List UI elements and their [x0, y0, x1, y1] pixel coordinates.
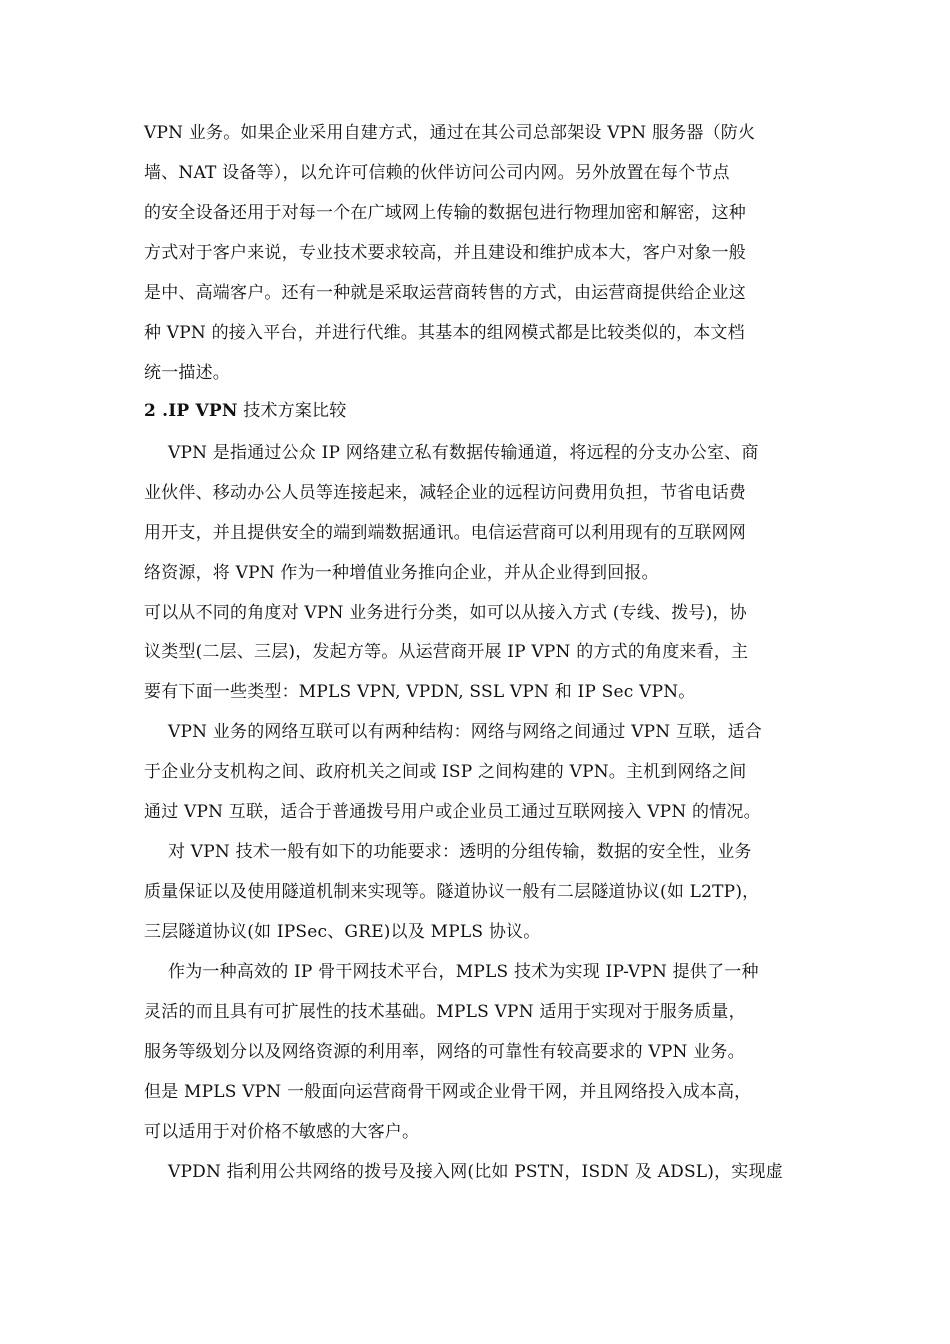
- text-line: 种 VPN 的接入平台，并进行代维。其基本的组网模式都是比较类似的，本文档: [144, 323, 745, 343]
- text-line: 通过 VPN 互联，适合于普通拨号用户或企业员工通过互联网接入 VPN 的情况。: [144, 802, 761, 822]
- paragraph-first-line: 作为一种高效的 IP 骨干网技术平台，MPLS 技术为实现 IP-VPN 提供了一种: [168, 962, 759, 982]
- text-line: 可以从不同的角度对 VPN 业务进行分类，如可以从接入方式 (专线、拨号)，协: [144, 603, 747, 623]
- text-line: 但是 MPLS VPN 一般面向运营商骨干网或企业骨干网，并且网络投入成本高，: [144, 1082, 752, 1102]
- text-line: 服务等级划分以及网络资源的利用率，网络的可靠性有较高要求的 VPN 业务。: [144, 1042, 745, 1062]
- text-line: 质量保证以及使用隧道机制来实现等。隧道协议一般有二层隧道协议(如 L2TP)，: [144, 882, 760, 902]
- text-line: 三层隧道协议(如 IPSec、GRE)以及 MPLS 协议。: [144, 922, 541, 942]
- paragraph-first-line: VPDN 指利用公共网络的拨号及接入网(比如 PSTN，ISDN 及 ADSL)，实现虚: [168, 1162, 783, 1182]
- text-line: 议类型(二层、三层)，发起方等。从运营商开展 IP VPN 的方式的角度来看，主: [144, 642, 749, 662]
- text-line: 灵活的而且具有可扩展性的技术基础。MPLS VPN 适用于实现对于服务质量，: [144, 1002, 746, 1022]
- section-heading-number: 2 .IP VPN: [144, 401, 238, 421]
- paragraph-first-line: 对 VPN 技术一般有如下的功能要求：透明的分组传输，数据的安全性，业务: [168, 842, 752, 862]
- text-line: 是中、高端客户。还有一种就是采取运营商转售的方式，由运营商提供给企业这: [144, 283, 746, 303]
- text-line: 用开支，并且提供安全的端到端数据通讯。电信运营商可以利用现有的互联网网: [144, 523, 746, 543]
- text-line: 方式对于客户来说，专业技术要求较高，并且建设和维护成本大，客户对象一般: [144, 243, 746, 263]
- text-line: 于企业分支机构之间、政府机关之间或 ISP 之间构建的 VPN。主机到网络之间: [144, 762, 747, 782]
- text-line: 业伙伴、移动办公人员等连接起来，减轻企业的远程访问费用负担，节省电话费: [144, 483, 746, 503]
- paragraph-first-line: VPN 是指通过公众 IP 网络建立私有数据传输通道，将远程的分支办公室、商: [168, 443, 759, 463]
- section-heading-title: 技术方案比较: [237, 401, 347, 421]
- paragraph-first-line: VPN 业务的网络互联可以有两种结构：网络与网络之间通过 VPN 互联，适合: [168, 722, 762, 742]
- text-line: 络资源，将 VPN 作为一种增值业务推向企业，并从企业得到回报。: [144, 563, 659, 583]
- text-line: 统一描述。: [144, 363, 230, 383]
- text-line: 的安全设备还用于对每一个在广域网上传输的数据包进行物理加密和解密，这种: [144, 203, 746, 223]
- section-heading: [144, 400, 346, 422]
- text-line: VPN 业务。如果企业采用自建方式，通过在其公司总部架设 VPN 服务器（防火: [144, 123, 756, 143]
- text-line: 墙、NAT 设备等），以允许可信赖的伙伴访问公司内网。另外放置在每个节点: [144, 163, 730, 183]
- text-line: 可以适用于对价格不敏感的大客户。: [144, 1122, 420, 1142]
- text-line: 要有下面一些类型：MPLS VPN, VPDN, SSL VPN 和 IP Sec VPN。: [144, 682, 696, 702]
